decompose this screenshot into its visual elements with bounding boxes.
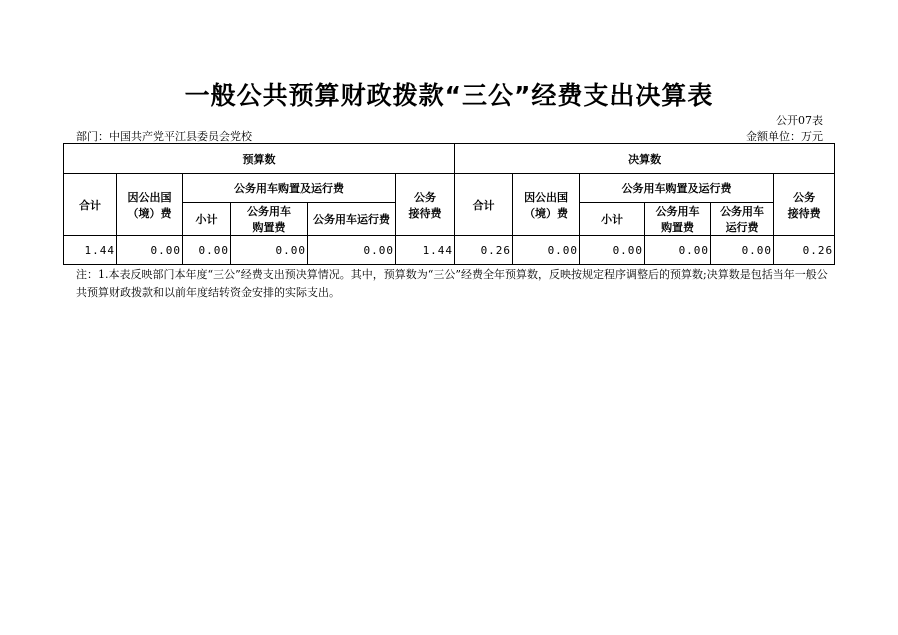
budget-total-header: 合计 xyxy=(64,174,117,236)
expense-table xyxy=(63,143,835,265)
budget-abroad-value: 0.00 xyxy=(117,236,183,265)
final-vehicle-group-header: 公务用车购置及运行费 xyxy=(580,174,774,203)
final-abroad-header: 因公出国 （境）费 xyxy=(513,174,580,236)
budget-vehicle-purchase-value: 0.00 xyxy=(231,236,308,265)
page-title: 一般公共预算财政拨款“三公”经费支出决算表 xyxy=(184,81,714,110)
budget-subtotal-header: 小计 xyxy=(183,203,231,236)
final-reception-header: 公务 接待费 xyxy=(774,174,835,236)
budget-abroad-header: 因公出国 （境）费 xyxy=(117,174,183,236)
budget-header: 预算数 xyxy=(64,144,455,174)
table-note: 注：1.本表反映部门本年度“三公”经费支出预决算情况。其中，预算数为“三公”经费全年预算数，反映按规定程序调整后的预算数;决算数是包括当年一般公共预算财政拨款和以前年度结转资金安排的实际支出。 xyxy=(76,268,828,299)
form-number: 公开07表 xyxy=(776,114,823,127)
final-header: 决算数 xyxy=(455,144,835,174)
table-row xyxy=(64,236,835,265)
budget-subtotal-value: 0.00 xyxy=(183,236,231,265)
department-label: 部门：中国共产党平江县委员会党校 xyxy=(76,130,252,143)
final-vehicle-operation-header: 公务用车 运行费 xyxy=(711,203,774,236)
budget-reception-header: 公务 接待费 xyxy=(396,174,455,236)
final-abroad-value: 0.00 xyxy=(513,236,580,265)
final-total-value: 0.26 xyxy=(455,236,513,265)
final-subtotal-value: 0.00 xyxy=(580,236,645,265)
budget-vehicle-operation-value: 0.00 xyxy=(308,236,396,265)
final-subtotal-header: 小计 xyxy=(580,203,645,236)
final-total-header: 合计 xyxy=(455,174,513,236)
budget-reception-value: 1.44 xyxy=(396,236,455,265)
budget-total-value: 1.44 xyxy=(64,236,117,265)
final-vehicle-purchase-header: 公务用车 购置费 xyxy=(645,203,711,236)
budget-vehicle-operation-header: 公务用车运行费 xyxy=(308,203,396,236)
budget-vehicle-purchase-header: 公务用车 购置费 xyxy=(231,203,308,236)
budget-vehicle-group-header: 公务用车购置及运行费 xyxy=(183,174,396,203)
unit-label: 金额单位：万元 xyxy=(746,130,823,143)
final-vehicle-purchase-value: 0.00 xyxy=(645,236,711,265)
final-reception-value: 0.26 xyxy=(774,236,835,265)
final-vehicle-operation-value: 0.00 xyxy=(711,236,774,265)
